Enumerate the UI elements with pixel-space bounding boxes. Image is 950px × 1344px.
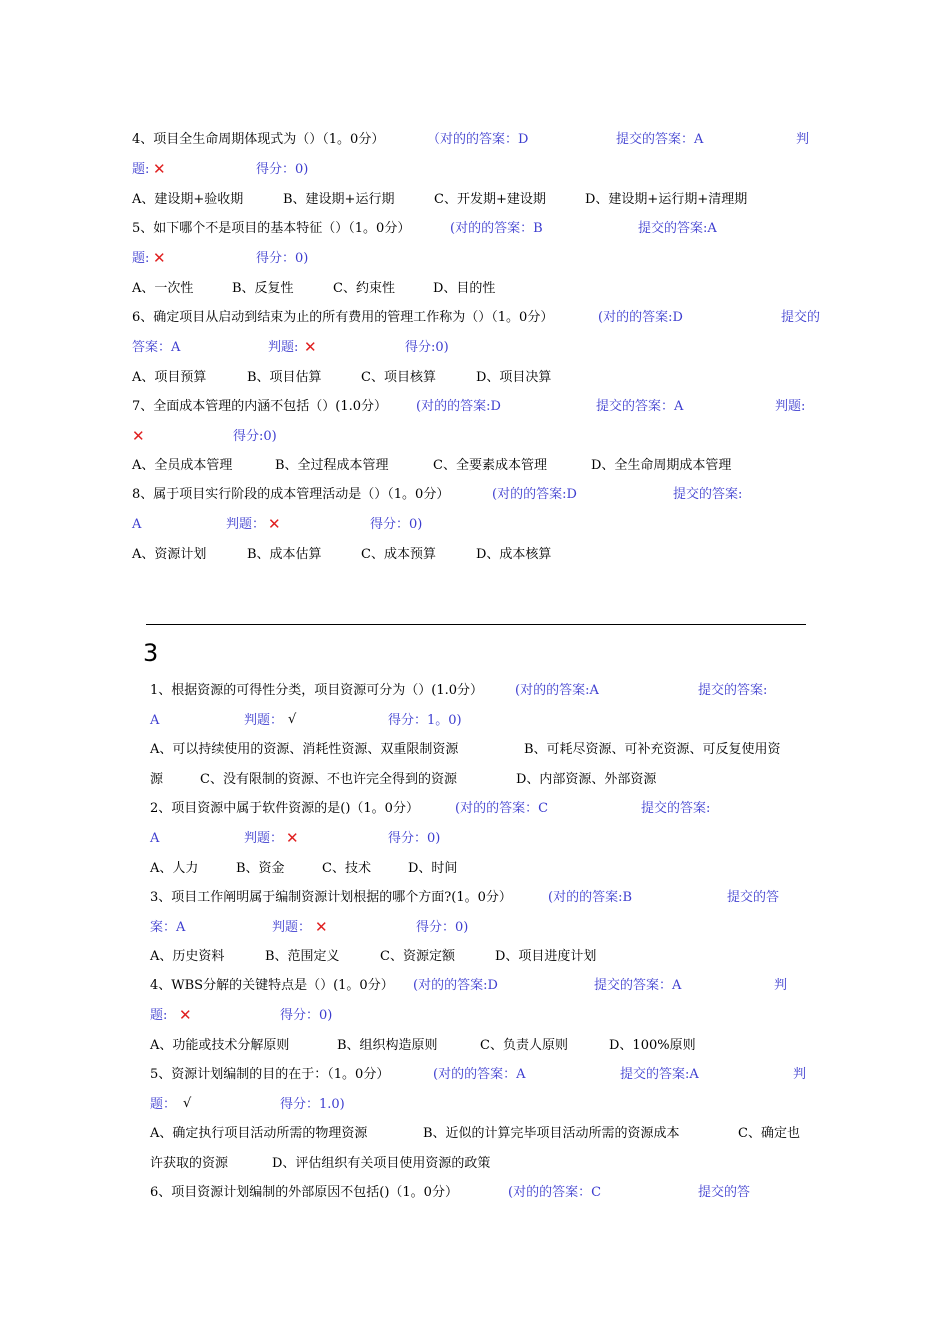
- submitted-answer: 案：A: [150, 920, 186, 935]
- option-c: C、成本预算: [361, 547, 436, 562]
- submitted-answer: A: [150, 831, 160, 846]
- judge-label: 题：: [150, 1097, 177, 1112]
- score: 得分:0): [233, 429, 277, 444]
- judge-label: 题:: [150, 1008, 168, 1023]
- option-d: D、项目进度计划: [495, 949, 597, 964]
- submitted-answer: 提交的答案：A: [616, 132, 704, 147]
- question-stem: 6、确定项目从启动到结束为止的所有费用的管理工作称为（）（1。0分）: [132, 310, 554, 325]
- submitted-answer: 提交的答案:: [641, 801, 711, 816]
- question-stem: 5、资源计划编制的目的在于：（1。0分）: [150, 1067, 390, 1082]
- score: 得分：0): [256, 162, 309, 177]
- correct-answer: (对的的答案：C: [455, 801, 549, 816]
- judge-label: 判: [796, 132, 810, 147]
- score: 得分：0): [370, 517, 423, 532]
- section-divider: [146, 624, 806, 625]
- question-stem: 3、项目工作阐明属于编制资源计划根据的哪个方面?(1。0分）: [150, 890, 512, 905]
- option-c: C、项目核算: [361, 370, 436, 385]
- option-a: A、资源计划: [132, 547, 207, 562]
- option-b: B、范围定义: [265, 949, 340, 964]
- option-b: B、可耗尽资源、可补充资源、可反复使用资: [524, 742, 781, 757]
- option-c: C、资源定额: [380, 949, 455, 964]
- option-d: D、成本核算: [476, 547, 552, 562]
- option-a: A、人力: [150, 861, 199, 876]
- judge-label: 判题：: [244, 713, 284, 728]
- option-a: A、项目预算: [132, 370, 207, 385]
- wrong-mark-icon: ✕: [153, 249, 166, 267]
- option-d: D、时间: [408, 861, 458, 876]
- submitted-answer: A: [132, 517, 142, 532]
- option-b: B、全过程成本管理: [275, 458, 389, 473]
- option-d: D、全生命周期成本管理: [591, 458, 732, 473]
- score: 得分：0): [256, 251, 309, 266]
- question-stem: 8、属于项目实行阶段的成本管理活动是（）（1。0分）: [132, 487, 450, 502]
- option-d: D、评估组织有关项目使用资源的政策: [272, 1156, 491, 1171]
- option-a: A、建设期+验收期: [132, 192, 244, 207]
- wrong-mark-icon: ✕: [153, 160, 166, 178]
- submitted-answer: A: [150, 713, 160, 728]
- option-c: C、负责人原则: [480, 1038, 568, 1053]
- submitted-answer: 提交的答案:: [698, 683, 768, 698]
- question-stem: 6、项目资源计划编制的外部原因不包括()（1。0分）: [150, 1185, 458, 1200]
- question-stem: 1、根据资源的可得性分类，项目资源可分为（）(1.0分）: [150, 683, 484, 698]
- judge-label: 判题：: [272, 920, 312, 935]
- option-c: C、全要素成本管理: [433, 458, 547, 473]
- check-mark-icon: √: [183, 1096, 192, 1111]
- option-a: A、可以持续使用的资源、消耗性资源、双重限制资源: [150, 742, 459, 757]
- submitted-answer: 提交的答案：A: [594, 978, 682, 993]
- submitted-answer: 提交的答案:A: [620, 1067, 699, 1082]
- correct-answer: (对的的答案:D: [492, 487, 577, 502]
- question-stem: 4、项目全生命周期体现式为（）（1。0分）: [132, 132, 385, 147]
- option-b: B、组织构造原则: [337, 1038, 438, 1053]
- option-c: C、约束性: [333, 281, 395, 296]
- correct-answer: （对的的答案：D: [427, 132, 529, 147]
- option-d: D、内部资源、外部资源: [516, 772, 657, 787]
- wrong-mark-icon: ✕: [286, 829, 299, 847]
- submitted-answer: 答案：A: [132, 340, 181, 355]
- judge-label: 题:: [132, 251, 150, 266]
- correct-answer: (对的的答案:B: [548, 890, 633, 905]
- option-a: A、一次性: [132, 281, 194, 296]
- section-number: 3: [143, 639, 159, 667]
- wrong-mark-icon: ✕: [304, 338, 317, 356]
- submitted-answer: 提交的答案：A: [596, 399, 684, 414]
- correct-answer: (对的的答案:D: [598, 310, 683, 325]
- wrong-mark-icon: ✕: [179, 1006, 192, 1024]
- option-a: A、全员成本管理: [132, 458, 233, 473]
- wrong-mark-icon: ✕: [132, 427, 145, 445]
- option-a: A、功能或技术分解原则: [150, 1038, 290, 1053]
- option-a: A、确定执行项目活动所需的物理资源: [150, 1126, 368, 1141]
- option-b-cont: 源: [150, 772, 164, 787]
- question-stem: 4、WBS分解的关键特点是（）(1。0分）: [150, 978, 394, 993]
- option-c: C、没有限制的资源、不也许完全得到的资源: [200, 772, 457, 787]
- wrong-mark-icon: ✕: [268, 515, 281, 533]
- option-d: D、100%原则: [609, 1038, 696, 1053]
- correct-answer: (对的的答案:A: [515, 683, 599, 698]
- option-d: D、目的性: [433, 281, 496, 296]
- submitted-answer: 提交的答案:A: [638, 221, 717, 236]
- option-c: C、开发期+建设期: [434, 192, 546, 207]
- judge-label: 判: [774, 978, 788, 993]
- judge-label: 判: [793, 1067, 807, 1082]
- judge-label: 判题:: [775, 399, 806, 414]
- option-a: A、历史资料: [150, 949, 225, 964]
- option-b: B、近似的计算完毕项目活动所需的资源成本: [423, 1126, 680, 1141]
- judge-label: 判题:: [268, 340, 299, 355]
- score: 得分：0): [416, 920, 469, 935]
- option-c: C、技术: [322, 861, 371, 876]
- judge-label: 题:: [132, 162, 150, 177]
- option-b: B、成本估算: [247, 547, 322, 562]
- judge-label: 判题：: [226, 517, 266, 532]
- score: 得分：1。0): [388, 713, 462, 728]
- question-stem: 5、如下哪个不是项目的基本特征（）（1。0分）: [132, 221, 411, 236]
- submitted-answer: 提交的: [781, 310, 821, 325]
- score: 得分：0): [280, 1008, 333, 1023]
- question-stem: 7、全面成本管理的内涵不包括（）(1.0分）: [132, 399, 388, 414]
- correct-answer: (对的的答案：B: [450, 221, 543, 236]
- option-c: C、确定也: [738, 1126, 800, 1141]
- wrong-mark-icon: ✕: [315, 918, 328, 936]
- option-c-cont: 许获取的资源: [150, 1156, 229, 1171]
- option-d: D、建设期+运行期+清理期: [585, 192, 748, 207]
- correct-answer: (对的的答案：C: [508, 1185, 602, 1200]
- score: 得分：1.0): [280, 1097, 345, 1112]
- submitted-answer: 提交的答: [698, 1185, 751, 1200]
- option-b: B、项目估算: [247, 370, 322, 385]
- score: 得分：0): [388, 831, 441, 846]
- judge-label: 判题：: [244, 831, 284, 846]
- correct-answer: (对的的答案:D: [416, 399, 501, 414]
- option-b: B、反复性: [232, 281, 294, 296]
- option-d: D、项目决算: [476, 370, 552, 385]
- option-b: B、建设期+运行期: [283, 192, 395, 207]
- score: 得分:0): [405, 340, 449, 355]
- submitted-answer: 提交的答案:: [673, 487, 743, 502]
- correct-answer: (对的的答案：A: [433, 1067, 526, 1082]
- option-b: B、资金: [236, 861, 285, 876]
- question-stem: 2、项目资源中属于软件资源的是()（1。0分）: [150, 801, 419, 816]
- check-mark-icon: √: [288, 712, 297, 727]
- correct-answer: (对的的答案:D: [413, 978, 498, 993]
- submitted-answer: 提交的答: [727, 890, 780, 905]
